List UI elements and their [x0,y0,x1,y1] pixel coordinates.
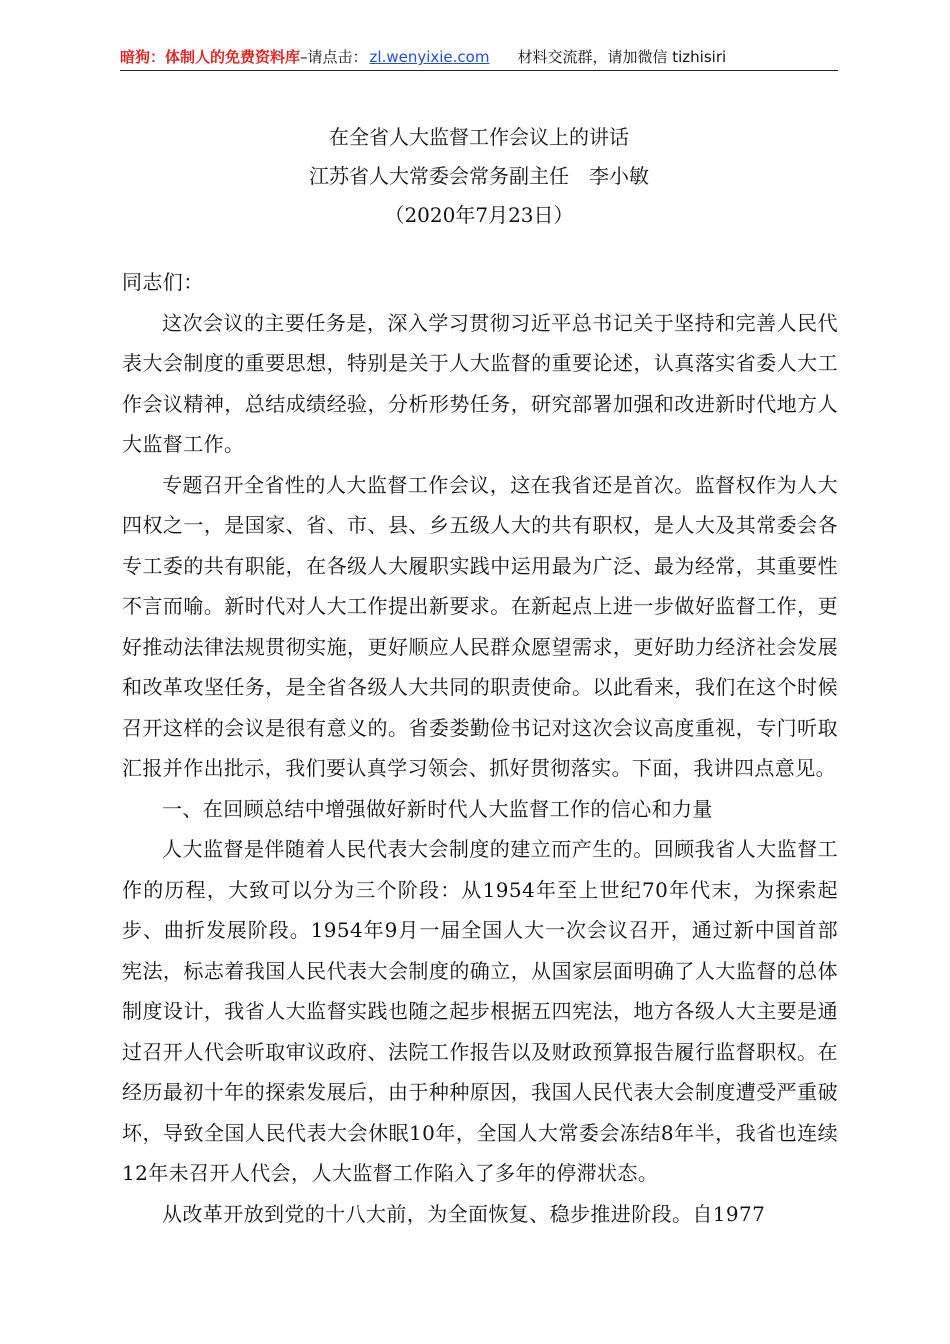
section-heading: 一、在回顾总结中增强做好新时代人大监督工作的信心和力量 [162,796,713,821]
header-link[interactable]: zl.wenyixie.com [369,48,490,66]
speech-body [122,262,838,1234]
speech-date: （2020年7月23日） [384,203,574,227]
header-divider [120,70,838,71]
paragraph: 专题召开全省性的人大监督工作会议，这在我省还是首次。监督权作为人大四权之一，是国家、省、市、县、乡五级人大的共有职权，是人大及其常委会各专工委的共有职能，在各级人大履职实践中运用最为广泛、最为经常，其重要性不言而喻。新时代对人大工作提出新要求。在新起点上进一步做好监督工作，更好推动法律法规贯彻实施，更好顺应人民群众愿望需求，更好助力经济社会发展和改革攻坚任务，是全省各级人大共同的职责使命。以此看来，我们在这个时候召开这样的会议是很有意义的。省委娄勤俭书记对这次会议高度重视，专门听取汇报并作出批示，我们要认真学习领会、抓好贯彻落实。下面，我讲四点意见。 [122,472,838,780]
paragraph: 这次会议的主要任务是，深入学习贯彻习近平总书记关于坚持和完善人民代表大会制度的重要思想，特别是关于人大监督的重要论述，认真落实省委人大工作会议精神，总结成绩经验，分析形势任务，研究部署加强和改进新时代地方人大监督工作。 [122,310,838,456]
header-prompt: –请点击： [300,48,368,66]
page-header [120,44,840,70]
paragraph: 人大监督是伴随着人民代表大会制度的建立而产生的。回顾我省人大监督工作的历程，大致可以分为三个阶段：从1954年至上世纪70年代末，为探索起步、曲折发展阶段。1954年9月一届全国人大一次会议召开，通过新中国首部宪法，标志着我国人民代表大会制度的确立，从国家层面明确了人大监督的总体制度设计，我省人大监督实践也随之起步根据五四宪法，地方各级人大主要是通过召开人代会听取审议政府、法院工作报告以及财政预算报告履行监督职权。在经历最初十年的探索发展后，由于种种原因，我国人民代表大会制度遭受严重破坏，导致全国人民代表大会休眠10年，全国人大常委会冻结8年半，我省也连续12年未召开人代会，人大监督工作陷入了多年的停滞状态。 [122,837,838,1185]
salutation: 同志们： [122,270,204,294]
document-title: 在全省人大监督工作会议上的讲话 [329,125,629,149]
header-group-info: 材料交流群，请加微信 tizhisiri [517,48,727,66]
header-brand: 暗狗：体制人的免费资料库 [120,48,301,66]
title-block [120,118,838,235]
speaker-line: 江苏省人大常委会常务副主任 李小敏 [309,164,649,188]
paragraph: 从改革开放到党的十八大前，为全面恢复、稳步推进阶段。自1977 [162,1201,766,1226]
